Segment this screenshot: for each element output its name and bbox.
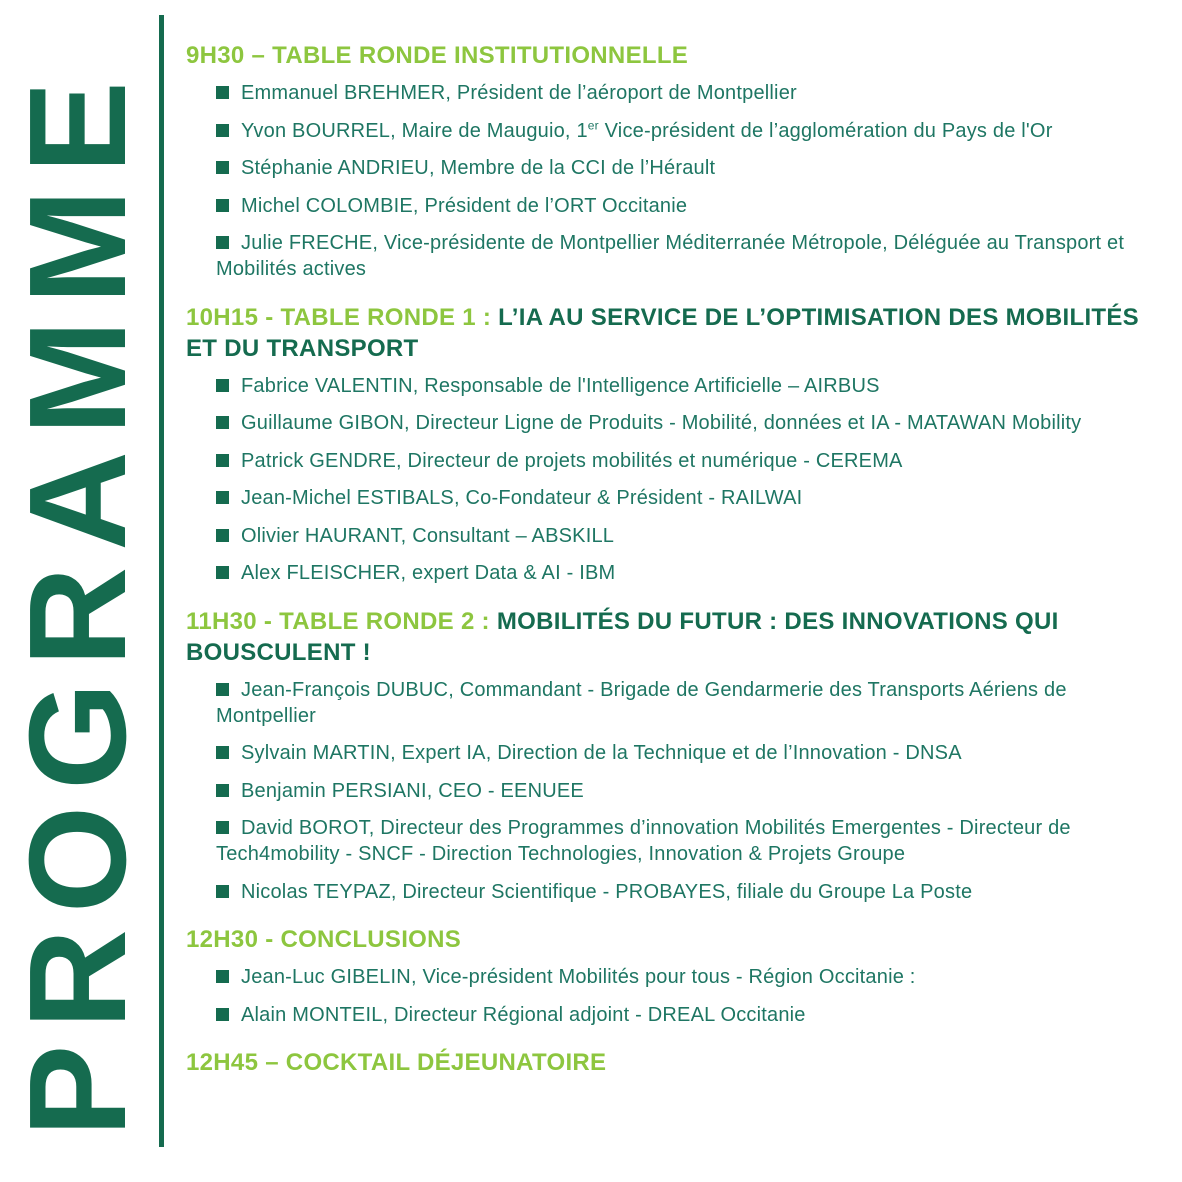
bullet-square-icon (216, 821, 229, 834)
bullet-square-icon (216, 161, 229, 174)
bullet-square-icon (216, 970, 229, 983)
item-text: Olivier HAURANT, Consultant – ABSKILL (241, 524, 615, 547)
program-vertical-title: PROGRAMME (1, 65, 155, 1137)
item-text: Jean-Michel ESTIBALS, Co-Fondateur & Président - RAILWAI (241, 487, 803, 509)
item-text: Yvon BOURREL, Maire de Mauguio, 1 (241, 119, 588, 142)
section-heading (186, 924, 1164, 955)
item-text: Jean-Luc GIBELIN, Vice-président Mobilités pour tous - Région Occitanie : (241, 966, 916, 988)
item-text: Benjamin PERSIANI, CEO - EENUEE (241, 779, 584, 802)
item-text: Nicolas TEYPAZ, Directeur Scientifique - PROBAYES, filiale du Groupe La Poste (241, 880, 973, 903)
ordinal-superscript: er (587, 117, 599, 132)
agenda-item (186, 740, 1164, 766)
item-text: Stéphanie ANDRIEU, Membre de la CCI de l’Hérault (241, 157, 716, 179)
agenda-items (186, 964, 1164, 1028)
bullet-square-icon (216, 454, 229, 467)
bullet-square-icon (216, 124, 229, 137)
agenda-items (186, 677, 1164, 905)
agenda-item (186, 677, 1164, 729)
agenda-item (186, 448, 1164, 474)
item-text: Emmanuel BREHMER, Président de l’aéroport de Montpellier (241, 82, 797, 104)
section-11h30 (186, 606, 1164, 905)
heading-time: 9H30 – TABLE RONDE INSTITUTIONNELLE (186, 42, 689, 69)
heading-time: 11H30 - TABLE RONDE 2 : (186, 607, 497, 635)
agenda-items (186, 373, 1164, 587)
item-text: Julie FRECHE, Vice-présidente de Montpellier Méditerranée Métropole, Déléguée au Transport et Mobilités actives (216, 232, 1125, 280)
bullet-square-icon (216, 885, 229, 898)
agenda-item (186, 230, 1164, 282)
item-text: Sylvain MARTIN, Expert IA, Direction de la Technique et de l’Innovation - DNSA (241, 742, 962, 764)
bullet-square-icon (216, 529, 229, 542)
section-heading (186, 1047, 1164, 1078)
heading-topic: L’IA AU SERVICE DE L’OPTIMISATION DES MOBILITÉS ET DU TRANSPORT (186, 303, 1139, 362)
section-heading (186, 302, 1164, 364)
item-text: Fabrice VALENTIN, Responsable de l'Intelligence Artificielle – AIRBUS (241, 374, 880, 397)
item-text: Jean-François DUBUC, Commandant - Brigade de Gendarmerie des Transports Aériens de Montpellier (216, 678, 1067, 727)
bullet-square-icon (216, 199, 229, 212)
section-10h15 (186, 302, 1164, 587)
item-text: Alain MONTEIL, Directeur Régional adjoint - DREAL Occitanie (241, 1003, 806, 1026)
bullet-square-icon (216, 1008, 229, 1021)
item-text: Guillaume GIBON, Directeur Ligne de Produits - Mobilité, données et IA - MATAWAN Mobility (241, 412, 1082, 434)
bullet-square-icon (216, 416, 229, 429)
bullet-square-icon (216, 683, 229, 696)
agenda-item (186, 485, 1164, 511)
agenda-item (186, 964, 1164, 990)
agenda-item (186, 879, 1164, 905)
agenda-item (186, 80, 1164, 106)
agenda-item (186, 410, 1164, 436)
agenda-item (186, 815, 1164, 867)
section-12h45 (186, 1047, 1164, 1078)
item-text: Michel COLOMBIE, Président de l’ORT Occitanie (241, 194, 688, 217)
section-12h30 (186, 924, 1164, 1028)
bullet-square-icon (216, 566, 229, 579)
item-text: Alex FLEISCHER, expert Data & AI - IBM (241, 562, 616, 584)
section-heading (186, 40, 1164, 71)
agenda-item (186, 778, 1164, 804)
section-heading (186, 606, 1164, 668)
agenda-item (186, 155, 1164, 181)
item-text: Vice-président de l’agglomération du Pays de l'Or (598, 119, 1053, 142)
section-9h30 (186, 40, 1164, 282)
agenda-items (186, 80, 1164, 282)
bullet-square-icon (216, 746, 229, 759)
agenda-item (186, 118, 1164, 144)
agenda-item (186, 193, 1164, 219)
item-text: David BOROT, Directeur des Programmes d’innovation Mobilités Emergentes - Directeur de Tech4mobility - SNCF - Direction Technologies, Innovation & Projets Groupe (216, 817, 1071, 865)
bullet-square-icon (216, 236, 229, 249)
bullet-square-icon (216, 86, 229, 99)
heading-topic: MOBILITÉS DU FUTUR : DES INNOVATIONS QUI BOUSCULENT ! (186, 607, 1059, 666)
divider-line (159, 15, 164, 1147)
agenda-item (186, 1002, 1164, 1028)
agenda-item (186, 560, 1164, 586)
bullet-square-icon (216, 379, 229, 392)
heading-time: 10H15 - TABLE RONDE 1 : (186, 303, 499, 331)
program-content (186, 40, 1164, 1087)
agenda-item (186, 373, 1164, 399)
heading-time: 12H30 - CONCLUSIONS (186, 926, 462, 953)
heading-time: 12H45 – COCKTAIL DÉJEUNATOIRE (186, 1049, 607, 1076)
bullet-square-icon (216, 784, 229, 797)
bullet-square-icon (216, 491, 229, 504)
agenda-item (186, 523, 1164, 549)
item-text: Patrick GENDRE, Directeur de projets mobilités et numérique - CEREMA (241, 449, 903, 472)
